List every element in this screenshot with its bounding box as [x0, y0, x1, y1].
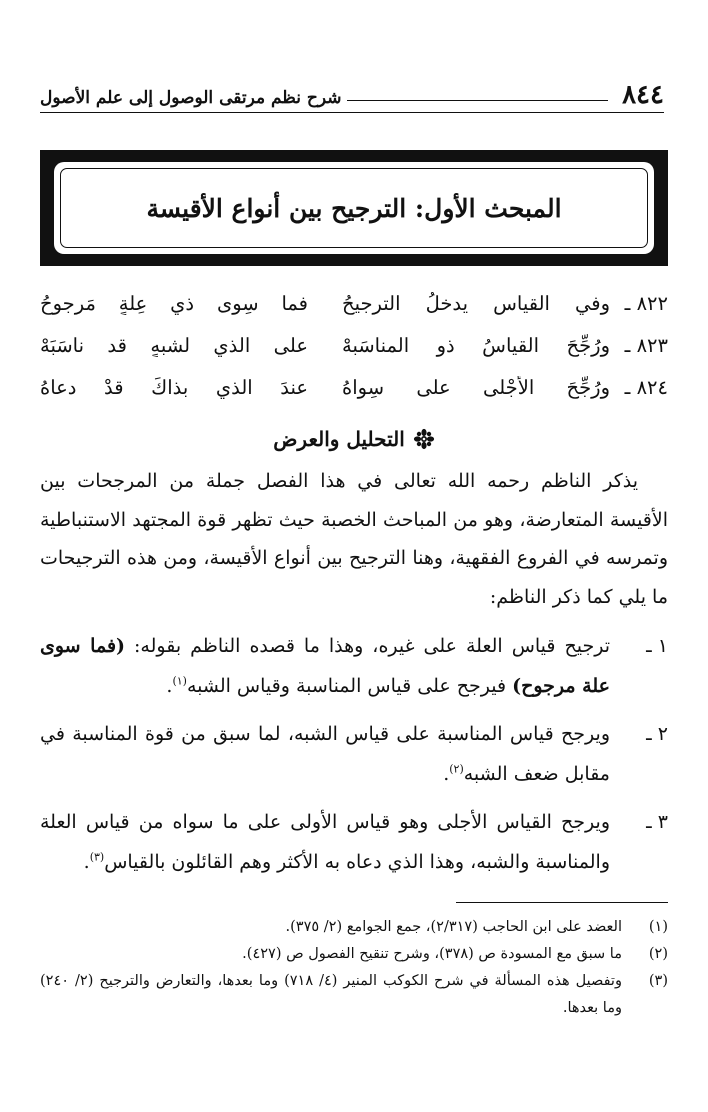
list-item	[40, 802, 668, 882]
section-frame-border	[60, 168, 648, 248]
footnote-separator	[456, 902, 668, 903]
running-header	[40, 78, 664, 108]
list-text-after: فيرجح على قياس المناسبة وقياس الشبه	[186, 675, 513, 697]
footnote	[40, 941, 668, 968]
verse-second-hemistich: فما سِوى ذي عِلةٍ مَرجوحُ	[40, 291, 308, 315]
footnote-ref[interactable]: (٢)	[449, 762, 464, 776]
verse-second-hemistich: عندَ الذي بذاكَ قدْ دعاهُ	[40, 375, 308, 399]
flower-ornament-icon	[413, 428, 435, 450]
list-text-before: ويرجح قياس المناسبة على قياس الشبه، لما سبق من قوة المناسبة في مقابل ضعف الشبه	[40, 723, 610, 785]
footnote-ref[interactable]: (٣)	[89, 850, 105, 864]
list-text-end: .	[83, 851, 90, 873]
body-paragraph: يذكر الناظم رحمه الله تعالى في هذا الفصل جملة من المرجحات بين الأقيسة المتعارضة، وهو من المباحث الخصبة حيث تظهر قوة المجتهد الاستنباطية وتمرسه في الفروع الفقهية، وهنا الترجيح بين أنواع الأقيسة، ومن هذه الترجيحات ما يلي كما ذكر الناظم:	[40, 470, 668, 608]
verse-number: ٨٢٤ ـ	[624, 375, 668, 399]
section-frame-inner	[54, 162, 654, 254]
list-text	[40, 714, 610, 794]
list-text-before: ويرجح القياس الأجلى وهو قياس الأولى على ما سواه من قياس العلة والمناسبة والشبه، وهذا الذي دعاه به الأكثر وهم القائلون بالقياس	[40, 811, 610, 873]
header-rule	[347, 100, 608, 101]
footnotes	[40, 914, 668, 1022]
poem-verses	[40, 282, 668, 408]
list-text	[40, 802, 610, 882]
list-text-end: .	[443, 763, 450, 785]
section-title: المبحث الأول: الترجيح بين أنواع الأقيسة	[146, 193, 562, 223]
verse-line	[40, 324, 668, 366]
verse-first-hemistich: ورُجِّحَ القياسُ ذو المناسَبهْ	[342, 333, 610, 357]
list-item	[40, 626, 668, 706]
footnote	[40, 914, 668, 941]
list-text-bold: (فما سوى علة مرجوح)	[40, 635, 610, 697]
list-text	[40, 626, 610, 706]
verse-line	[40, 282, 668, 324]
verse-number: ٨٢٣ ـ	[624, 333, 668, 357]
footnote-marker: (٣)	[648, 973, 668, 989]
verse-number: ٨٢٢ ـ	[624, 291, 668, 315]
list-item	[40, 714, 668, 794]
footnote-marker: (١)	[648, 919, 668, 935]
footnote-marker: (٢)	[648, 946, 668, 962]
page-number: ٨٤٤	[622, 80, 664, 110]
list-marker: ٢ ـ	[646, 723, 668, 745]
subheading	[40, 424, 668, 454]
list-marker: ٣ ـ	[646, 811, 668, 833]
footnote-ref[interactable]: (١)	[172, 674, 187, 688]
verse-first-hemistich: ورُجِّحَ الأجْلى على سِواهُ	[342, 375, 610, 399]
book-title: شرح نظم مرتقى الوصول إلى علم الأصول	[40, 88, 342, 108]
header-underline	[40, 112, 664, 113]
footnote-text: وتفصيل هذه المسألة في شرح الكوكب المنير (٤/ ٧١٨) وما بعدها، والتعارض والترجيح (٢/ ٢٤٠) وما بعدها.	[40, 973, 622, 1016]
subheading-label: التحليل والعرض	[273, 427, 405, 451]
footnote	[40, 968, 668, 1022]
list-marker: ١ ـ	[646, 635, 668, 657]
list-text-end: .	[166, 675, 173, 697]
section-title-frame	[40, 150, 668, 266]
verse-line	[40, 366, 668, 408]
list-text-before: ترجيح قياس العلة على غيره، وهذا ما قصده الناظم بقوله:	[125, 635, 610, 657]
footnote-text: ما سبق مع المسودة ص (٣٧٨)، وشرح تنقيح الفصول ص (٤٢٧).	[242, 946, 622, 962]
verse-second-hemistich: على الذي لشبهٍ قد ناسَبَهْ	[40, 333, 308, 357]
verse-first-hemistich: وفي القياسِ يدخلُ الترجيحُ	[342, 291, 610, 315]
footnote-text: العضد على ابن الحاجب (٢/٣١٧)، جمع الجوامع (٢/ ٣٧٥).	[285, 919, 622, 935]
